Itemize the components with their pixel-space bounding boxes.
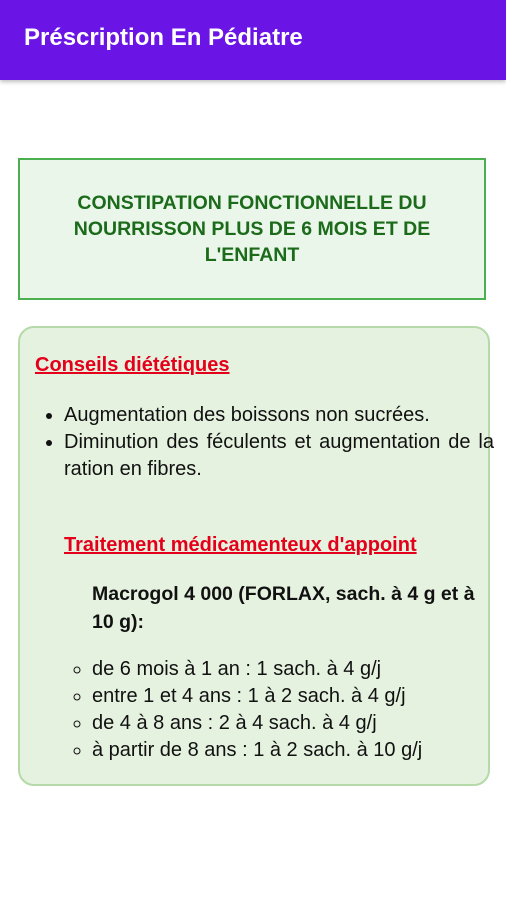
condition-title-box	[18, 158, 486, 300]
app-bar	[0, 0, 506, 80]
list-item: ◦ de 4 à 8 ans : 2 à 4 sach. à 4 g/j	[92, 710, 502, 737]
dosage-list	[72, 656, 502, 764]
app-title: Préscription En Pédiatre	[24, 24, 303, 51]
list-item: • Augmentation des boissons non sucrées.	[64, 402, 494, 429]
prescription-card	[18, 326, 494, 786]
drug-name: Macrogol 4 000 (FORLAX, sach. à 4 g et à 10 g):	[92, 583, 475, 633]
treatment-heading: Traitement médicamenteux d'appoint	[64, 534, 417, 556]
list-item: ◦ entre 1 et 4 ans : 1 à 2 sach. à 4 g/j	[92, 683, 502, 710]
dietary-advice-list	[44, 402, 494, 483]
list-item: ◦ à partir de 8 ans : 1 à 2 sach. à 10 g/j	[92, 737, 502, 764]
list-item: ◦ de 6 mois à 1 an : 1 sach. à 4 g/j	[92, 656, 502, 683]
condition-title: CONSTIPATION FONCTIONNELLE DU NOURRISSON PLUS DE 6 MOIS ET DE L'ENFANT	[73, 191, 431, 267]
dietary-advice-heading: Conseils diététiques	[35, 354, 230, 376]
list-item: • Diminution des féculents et augmentation de la ration en fibres.	[64, 429, 494, 483]
